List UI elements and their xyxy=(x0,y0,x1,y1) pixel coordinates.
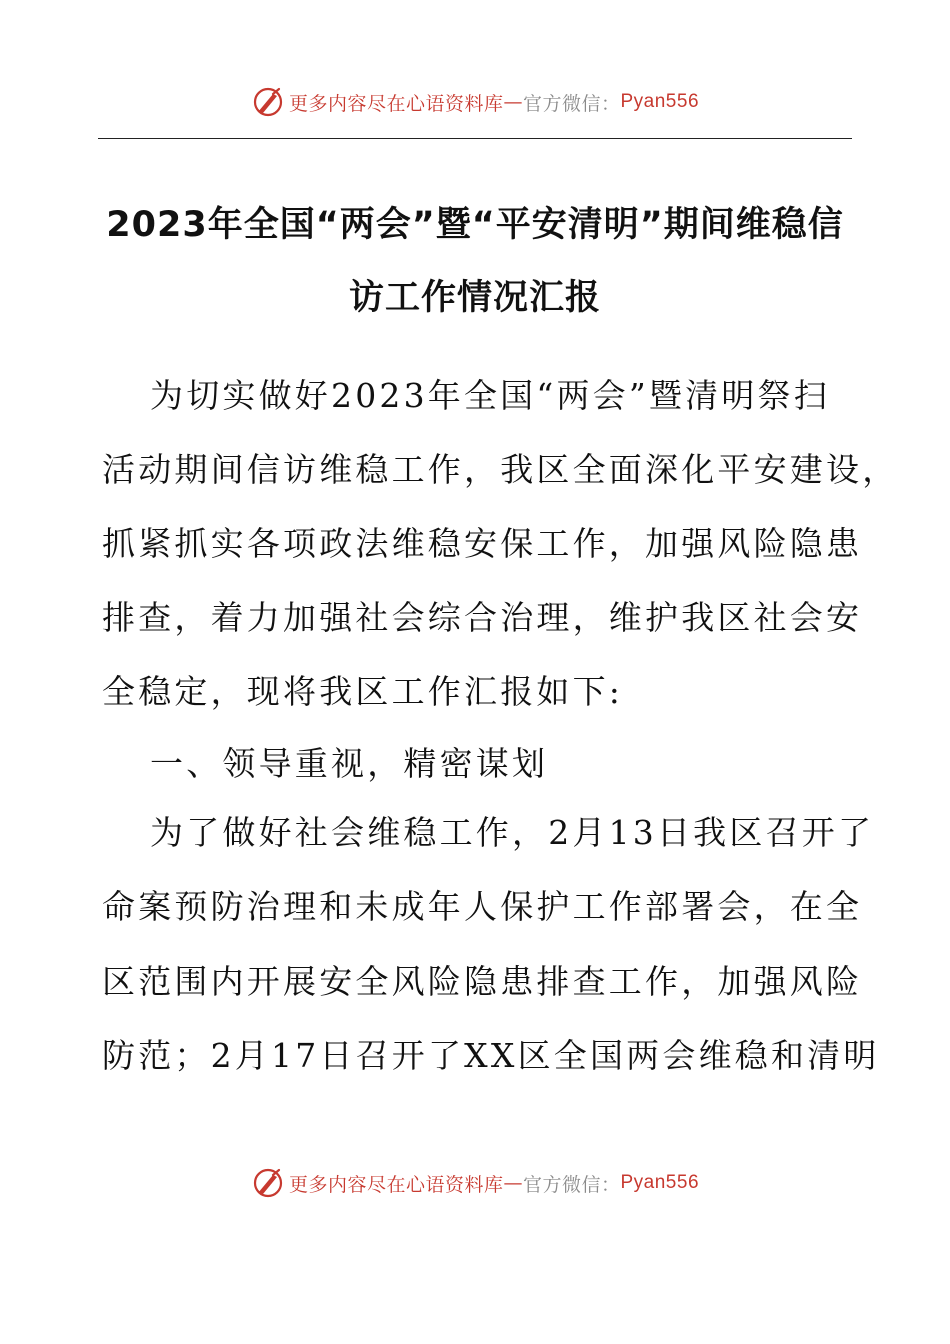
watermark-dash: — xyxy=(503,91,523,113)
watermark-wechat-id: Pyan556 xyxy=(620,91,700,112)
body-line: 全稳定，现将我区工作汇报如下: xyxy=(102,672,624,711)
body-line: 活动期间信访维稳工作，我区全面深化平安建设， xyxy=(102,450,899,489)
body-line: 抓紧抓实各项政法维稳安保工作，加强风险隐患 xyxy=(102,524,863,563)
body-line: 区范围内开展安全风险隐患排查工作，加强风险 xyxy=(102,962,863,1001)
watermark-main-text: 更多内容尽在心语资料库 xyxy=(288,1173,504,1196)
body-line: 命案预防治理和未成年人保护工作部署会，在全 xyxy=(102,887,863,926)
footer-watermark xyxy=(0,1163,950,1203)
section-heading: 一、领导重视，精密谋划 xyxy=(150,744,549,783)
header-watermark xyxy=(0,82,950,122)
header-divider xyxy=(98,138,852,139)
watermark-sub-text: 官方微信： xyxy=(522,1173,621,1196)
quill-pen-circle-icon xyxy=(251,1166,285,1200)
quill-pen-circle-icon xyxy=(251,85,285,119)
body-line: 防范；2月17日召开了XX区全国两会维稳和清明 xyxy=(102,1036,880,1075)
body-line: 为了做好社会维稳工作，2月13日我区召开了 xyxy=(150,813,875,852)
body-line: 为切实做好2023年全国“两会”暨清明祭扫 xyxy=(150,376,830,415)
watermark-dash: — xyxy=(503,1172,523,1194)
watermark-wechat-id: Pyan556 xyxy=(620,1172,700,1193)
document-title-line-1: 2023年全国“两会”暨“平安清明”期间维稳信 xyxy=(106,205,844,245)
watermark-main-text: 更多内容尽在心语资料库 xyxy=(288,92,504,115)
watermark-sub-text: 官方微信： xyxy=(522,92,621,115)
document-title-line-2: 访工作情况汇报 xyxy=(348,278,601,318)
body-line: 排查，着力加强社会综合治理，维护我区社会安 xyxy=(102,598,863,637)
